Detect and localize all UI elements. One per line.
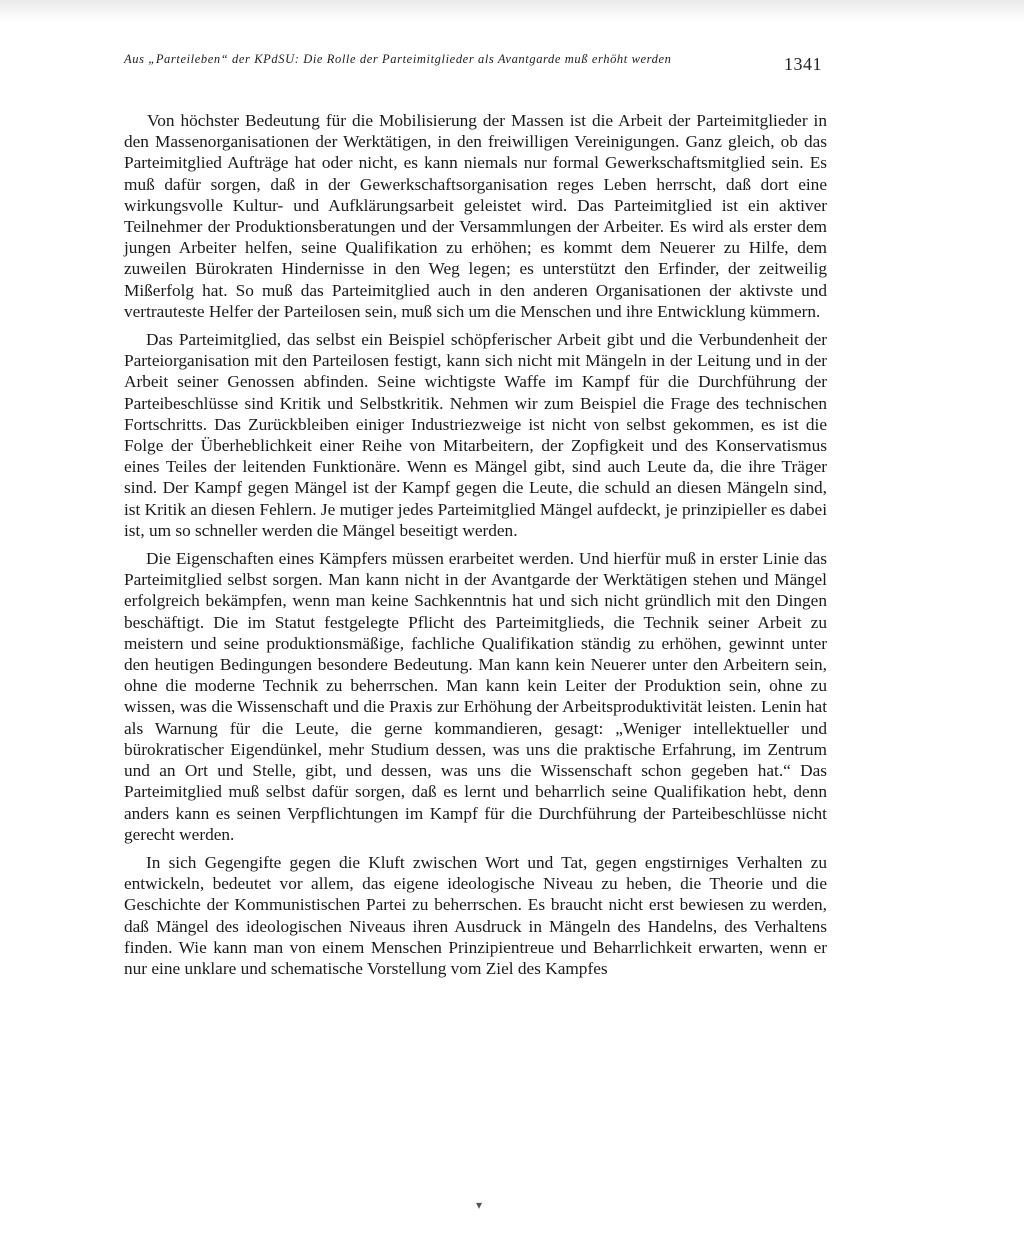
paragraph-2: Das Parteimitglied, das selbst ein Beispiel schöpferischer Arbeit gibt und die Verbundenheit der Parteiorganisation mit den Parteilosen festigt, kann sich nicht mit Mängeln in der Leitung und in der Arbeit seiner Genossen abfinden. Seine wichtigste Waffe im Kampf für die Durchführung der Parteibeschlüsse sind Kritik und Selbstkritik. Nehmen wir zum Beispiel die Frage des technischen Fortschritts. Das Zurückbleiben einiger Industriezweige ist nicht von selbst gekommen, es ist die Folge der Überheblichkeit einer Reihe von Mitarbeitern, der Zopfigkeit und des Konservatismus eines Teiles der leitenden Funktionäre. Wenn es Mängel gibt, sind auch Leute da, die ihre Träger sind. Der Kampf gegen Mängel ist der Kampf gegen die Leute, die schuld an diesen Mängeln sind, ist Kritik an diesen Fehlern. Je mutiger jedes Parteimitglied Mängel aufdeckt, je prinzipieller es dabei ist, um so schneller werden die Mängel beseitigt werden. xyxy=(124,330,827,540)
page-header xyxy=(124,50,844,84)
paragraph-4: In sich Gegengifte gegen die Kluft zwischen Wort und Tat, gegen engstirniges Verhalten zu entwickeln, bedeutet vor allem, das eigene ideologische Niveau zu heben, die Theorie und die Geschichte der Kommunistischen Partei zu beherrschen. Es braucht nicht erst bewiesen zu werden, daß Mängel des ideologischen Niveaus ihren Ausdruck in Mängeln des Handelns, des Verhaltens finden. Wie kann man von einem Menschen Prinzipientreue und Beharrlichkeit erwarten, wenn er nur eine unklare und schematische Vorstellung vom Ziel des Kampfes xyxy=(124,852,827,978)
paragraph-3: Die Eigenschaften eines Kämpfers müssen erarbeitet werden. Und hierfür muß in erster Linie das Parteimitglied selbst sorgen. Man kann nicht in der Avantgarde der Werktätigen stehen und Mängel erfolgreich bekämpfen, wenn man keine Sachkenntnis hat und sich nicht gründlich mit den Dingen beschäftigt. Die im Statut festgelegte Pflicht des Parteimitglieds, die Technik seiner Arbeit zu meistern und seine produktionsmäßige, fachliche Qualifikation ständig zu erhöhen, gewinnt unter den heutigen Bedingungen besondere Bedeutung. Man kann kein Neuerer unter den Arbeitern sein, ohne die moderne Technik zu beherrschen. Man kann kein Leiter der Produktion sein, ohne zu wissen, was die Wissenschaft und die Praxis zur Erhöhung der Arbeitsproduktivität leisten. Lenin hat als Warnung für die Leute, die gerne kommandieren, gesagt: „Weniger intellektueller und bürokratischer Eigendünkel, mehr Studium dessen, was uns die praktische Erfahrung, im Zentrum und an Ort und Stelle, gibt, und dessen, was uns die Wissenschaft schon gegeben hat.“ Das Parteimitglied muß selbst dafür sorgen, daß es lernt und beharrlich seine Qualifikation hebt, denn anders kann es seinen Verpflichtungen im Kampf für die Durchführung der Parteibeschlüsse nicht gerecht werden. xyxy=(124,549,827,844)
paragraph-1: Von höchster Bedeutung für die Mobilisierung der Massen ist die Arbeit der Parteimitglieder in den Massenorganisationen der Werktätigen, in den freiwilligen Vereinigungen. Ganz gleich, ob das Parteimitglied Aufträge hat oder nicht, es kann niemals nur formal Gewerkschaftsmitglied sein. Es muß dafür sorgen, daß in der Gewerkschaftsorganisation reges Leben herrscht, daß dort eine wirkungsvolle Kultur- und Aufklärungsarbeit geleistet wird. Das Parteimitglied ist ein aktiver Teilnehmer der Produktionsberatungen und der Versammlungen der Arbeiter. Es wird als erster dem jungen Arbeiter helfen, seine Qualifikation zu erhöhen; es kommt dem Neuerer zu Hilfe, dem zuweilen Bürokraten Hindernisse in den Weg legen; es unterstützt den Erfinder, der zeitweilig Mißerfolg hat. So muß das Parteimitglied auch in den anderen Organisationen der aktivste und vertrauteste Helfer der Parteilosen sein, muß sich um die Menschen und ihre Entwicklung kümmern. xyxy=(124,111,827,321)
page-number: 1341 xyxy=(784,54,822,74)
footer-mark-icon: ▾ xyxy=(476,1198,483,1212)
body-text xyxy=(124,110,827,986)
running-head: Aus „Parteileben“ der KPdSU: Die Rolle der Parteimitglieder als Avantgarde muß erhöht werden xyxy=(124,52,672,66)
scan-edge xyxy=(0,0,1024,22)
